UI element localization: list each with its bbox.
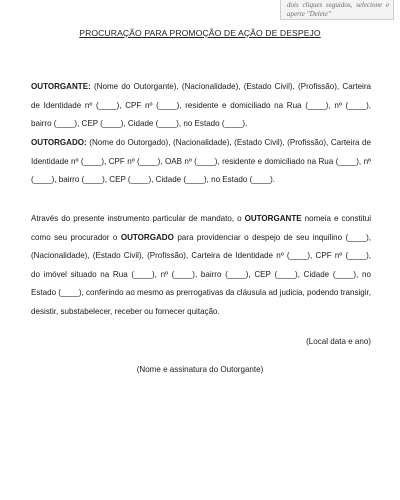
signature-text: (Nome e assinatura do Outorgante) [136,365,264,374]
mandate-text-3: para providenciar o despejo de seu inquilino (____), (Nacionalidade), (Estado Civil), (Profissão), Carteira de Identidade nº (____), CPF nº (____), do imóvel situado na Rua (____), nº (____), bairro (____), CEP (____), Cidade (____), no Estado (____), conferindo ao mesmo as prerrogativas da cláusula ad judicia, podendo transigir, desistir, substabelecer, receber ou fornecer quitação. [31,232,372,316]
instruction-hint [280,0,394,20]
outorgante-label: OUTORGANTE: [31,82,91,91]
signature-line [0,365,400,374]
outorgante-text: (Nome do Outorgante), (Nacionalidade), (Estado Civil), (Profissão), Carteira de Identidade nº (____), CPF nº (____), residente e domiciliado na Rua (____), nº (____), bairro (____), CEP (____), Cidade (____), no Estado (____). [31,82,371,129]
mandate-outorgado-bold: OUTORGADO [120,232,174,242]
document-title [0,28,400,38]
document-title-text: PROCURAÇÃO PARA PROMOÇÃO DE AÇÃO DE DESPEJO [79,28,321,38]
outorgante-paragraph [31,78,371,134]
mandate-text-1: Através do presente instrumento particular de mandato, o [31,214,245,223]
mandate-text-2: nomeia e constitui como seu procurador o [31,214,371,242]
instruction-hint-text: dois cliques seguidos, selecione e aperte "Delete" [287,1,389,18]
mandate-paragraph [31,210,371,322]
outorgado-label: OUTORGADO: [31,138,87,147]
place-date-line [31,337,371,346]
mandate-outorgante-bold: OUTORGANTE [244,214,302,223]
place-date-text: (Local data e ano) [306,337,371,346]
outorgado-paragraph [31,134,371,190]
outorgado-text: (Nome do Outorgado), (Nacionalidade), (Estado Civil), (Profissão), Carteira de Identidade nº (____), CPF nº (____), OAB nº (____), residente e domiciliado na Rua (____), nº (____), bairro (____), CEP (____), Cidade (____), no Estado (____). [31,138,371,185]
